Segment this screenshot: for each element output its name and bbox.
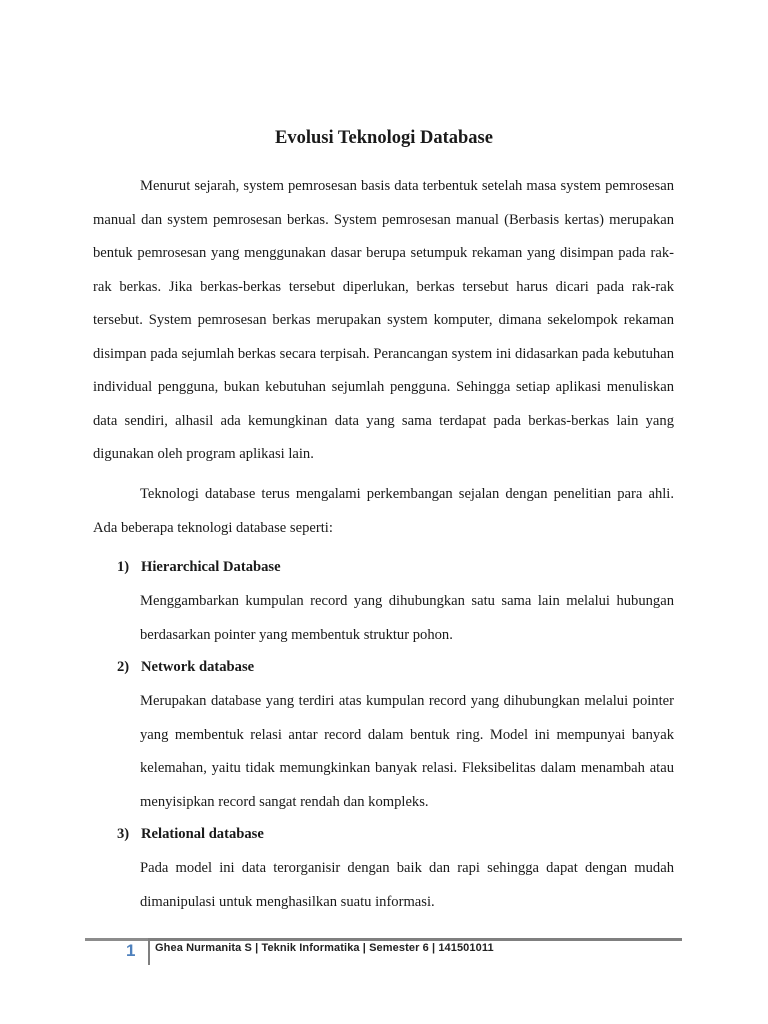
list-item-title: Network database <box>141 659 255 675</box>
list-item-number: 3) <box>117 826 130 842</box>
document-title: Evolusi Teknologi Database <box>275 128 493 148</box>
list-item-number: 1) <box>117 559 130 575</box>
footer-rule <box>85 938 149 941</box>
list-item-body: Merupakan database yang terdiri atas kumpulan record yang dihubungkan melalui pointer yang membentuk relasi antar record dalam bentuk ring. Model ini mempunyai banyak kelemahan, yaitu tidak memungkinkan banyak relasi. Fleksibelitas dalam menambah atau menyisipkan record sangat rendah dan kompleks. <box>140 693 674 810</box>
list-item-body: Pada model ini data terorganisir dengan baik dan rapi sehingga dapat dengan mudah dimanipulasi untuk menghasilkan suatu informasi. <box>140 860 674 910</box>
list-item-body: Menggambarkan kumpulan record yang dihubungkan satu sama lain melalui hubungan berdasarkan pointer yang membentuk struktur pohon. <box>140 593 674 643</box>
list-item-heading <box>117 559 281 576</box>
footer-rule <box>149 938 682 941</box>
body-paragraph-history: Menurut sejarah, system pemrosesan basis data terbentuk setelah masa system pemrosesan manual dan system pemrosesan berkas. System pemrosesan manual (Berbasis kertas) merupakan bentuk pemrosesan yang menggunakan dasar berupa setumpuk rekaman yang disimpan pada rak-rak berkas. Jika berkas-berkas tersebut diperlukan, berkas tersebut harus dicari pada rak-rak tersebut. System pemrosesan berkas merupakan system komputer, dimana sekelompok rekaman disimpan pada sejumlah berkas secara terpisah. Perancangan system ini didasarkan pada kebutuhan individual pengguna, bukan kebutuhan sejumlah pengguna. Sehingga setiap aplikasi menuliskan data sendiri, alhasil ada kemungkinan data yang sama terdapat pada berkas-berkas lain yang digunakan oleh program aplikasi lain. <box>93 178 674 462</box>
page-number: 1 <box>126 941 136 960</box>
list-item-title: Relational database <box>141 826 264 842</box>
list-item-number: 2) <box>117 659 130 675</box>
footer-author-info: Ghea Nurmanita S | Teknik Informatika | Semester 6 | 141501011 <box>155 942 494 954</box>
list-item-heading <box>117 826 264 843</box>
body-paragraph-intro-list: Teknologi database terus mengalami perkembangan sejalan dengan penelitian para ahli. Ada beberapa teknologi database seperti: <box>93 486 674 536</box>
list-item-title: Hierarchical Database <box>141 559 281 575</box>
list-item-heading <box>117 659 254 676</box>
footer-divider <box>148 938 150 965</box>
